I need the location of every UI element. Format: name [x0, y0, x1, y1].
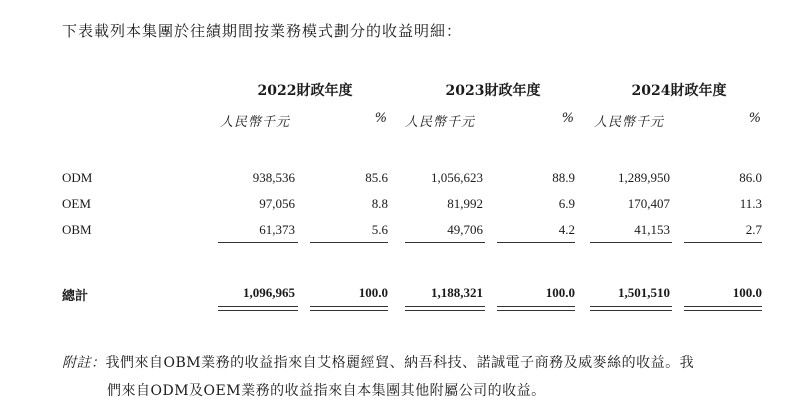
total-double-rule — [310, 306, 388, 311]
year-header-2023: 2023財政年度 — [445, 83, 541, 99]
row-label-obm: OBM — [62, 222, 92, 237]
footnote-text-1: 我們來自OBM業務的收益指來自艾格麗經貿、納吾科技、諾誠電子商務及威麥絲的收益。我 — [105, 355, 695, 371]
table-cell: 8.8 — [371, 196, 388, 211]
table-cell: 1,501,510 — [618, 285, 670, 300]
table-cell: 5.6 — [371, 222, 388, 237]
unit-rmb-2024: 人民幣千元 — [594, 115, 665, 130]
table-cell: 1,056,623 — [431, 170, 483, 185]
table-cell: 4.2 — [558, 222, 575, 237]
table-cell: 100.0 — [545, 285, 575, 300]
total-double-rule — [497, 306, 575, 311]
total-label: 總計 — [62, 288, 89, 303]
table-cell: 85.6 — [365, 170, 388, 185]
total-double-rule — [218, 306, 298, 311]
total-double-rule — [405, 306, 485, 311]
table-cell: 49,706 — [447, 222, 483, 237]
table-cell: 86.0 — [739, 170, 762, 185]
subtotal-rule — [684, 242, 762, 243]
table-cell: 1,289,950 — [618, 170, 670, 185]
row-label-odm: ODM — [62, 170, 93, 185]
subtotal-rule — [590, 242, 672, 243]
table-cell: 2.7 — [745, 222, 762, 237]
footnote-line-1 — [62, 352, 694, 372]
table-cell: 1,096,965 — [243, 285, 295, 300]
total-double-rule — [590, 306, 672, 311]
subtotal-rule — [310, 242, 388, 243]
unit-pct-2023: % — [561, 111, 575, 126]
table-cell: 100.0 — [358, 285, 388, 300]
footnote-line-2: 們來自ODM及OEM業務的收益指來自本集團其他附屬公司的收益。 — [107, 383, 546, 399]
subtotal-rule — [218, 242, 298, 243]
table-cell: 938,536 — [252, 170, 295, 185]
table-cell: 1,188,321 — [431, 285, 483, 300]
subtotal-rule — [497, 242, 575, 243]
table-cell: 81,992 — [447, 196, 483, 211]
unit-rmb-2022: 人民幣千元 — [220, 115, 291, 130]
total-double-rule — [684, 306, 762, 311]
table-cell: 170,407 — [627, 196, 670, 211]
intro-text: 下表載列本集團於往績期間按業務模式劃分的收益明細： — [62, 22, 463, 40]
table-cell: 100.0 — [732, 285, 762, 300]
subtotal-rule — [405, 242, 485, 243]
table-cell: 6.9 — [558, 196, 575, 211]
table-cell: 88.9 — [552, 170, 575, 185]
unit-pct-2022: % — [374, 111, 388, 126]
table-cell: 61,373 — [259, 222, 295, 237]
row-label-oem: OEM — [62, 196, 91, 211]
footnote-label: 附註： — [62, 355, 106, 371]
table-cell: 41,153 — [634, 222, 670, 237]
year-header-2022: 2022財政年度 — [257, 83, 353, 99]
unit-rmb-2023: 人民幣千元 — [405, 115, 476, 130]
table-cell: 97,056 — [259, 196, 295, 211]
unit-pct-2024: % — [748, 111, 762, 126]
table-cell: 11.3 — [739, 196, 762, 211]
year-header-2024: 2024財政年度 — [631, 83, 727, 99]
